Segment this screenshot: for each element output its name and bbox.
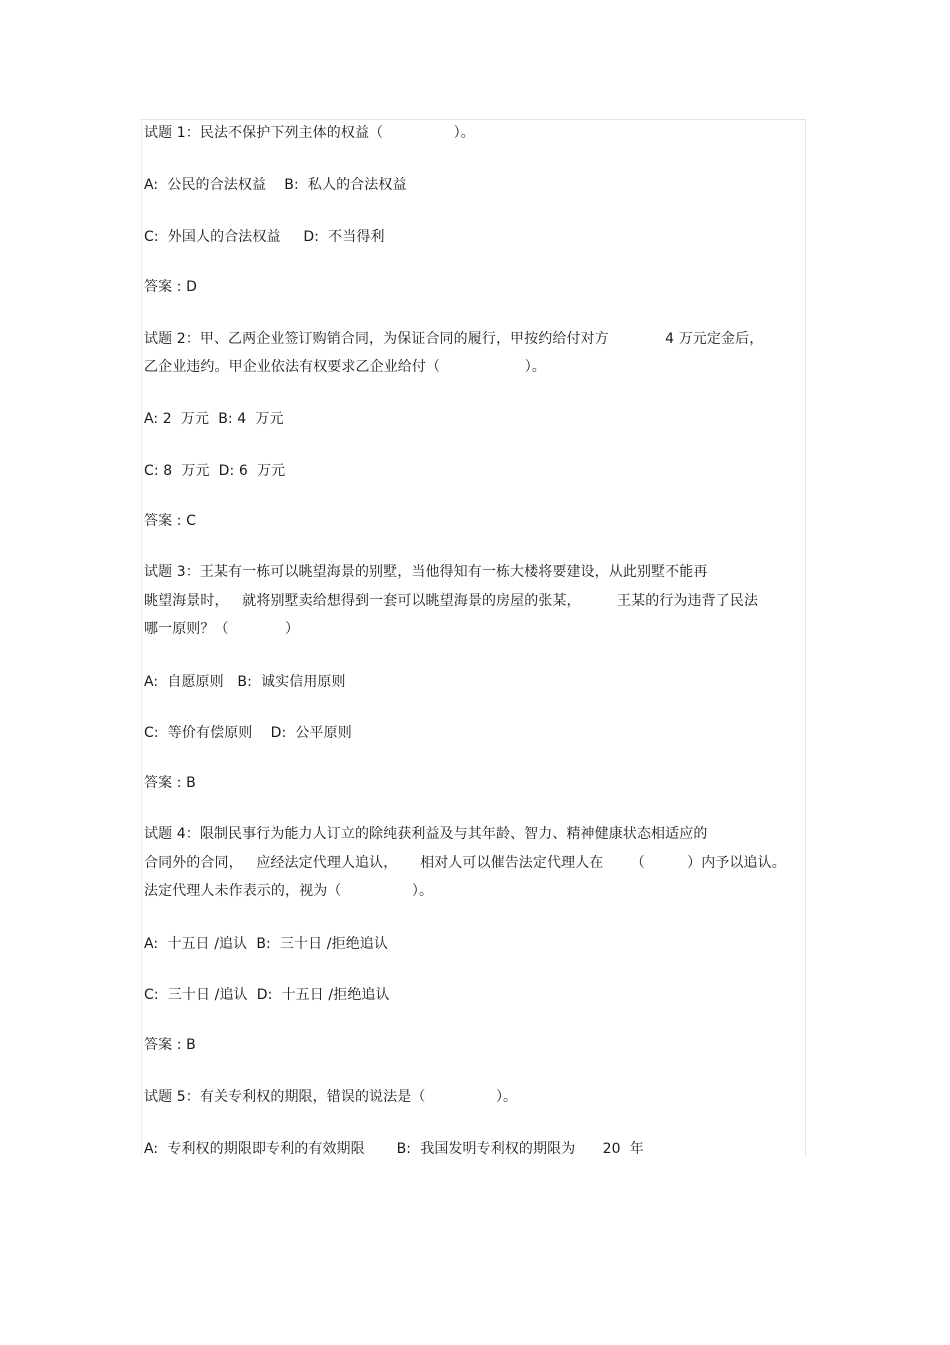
question-3-options-ab: A: 自愿原则 B: 诚实信用原则 [144, 674, 346, 690]
question-4-stem-line-2: 合同外的合同， 应经法定代理人追认， 相对人可以催告法定代理人在 （ ）内予以追认。 [144, 855, 786, 871]
question-4-options-ab: A: 十五日 /追认 B: 三十日 /拒绝追认 [144, 936, 389, 952]
question-3-options-cd: C: 等价有偿原则 D: 公平原则 [144, 725, 352, 741]
question-2-answer: 答案 : C [144, 513, 196, 529]
question-1-options-ab: A: 公民的合法权益 B: 私人的合法权益 [144, 177, 407, 193]
question-2-options-ab: A: 2 万元 B: 4 万元 [144, 411, 284, 427]
question-1-options-cd: C: 外国人的合法权益 D: 不当得利 [144, 229, 385, 245]
question-5-stem-line-1: 试题 5：有关专利权的期限，错误的说法是（ ）。 [144, 1089, 518, 1105]
question-1-answer: 答案 : D [144, 279, 197, 295]
question-4-stem-line-1: 试题 4：限制民事行为能力人订立的除纯获利益及与其年龄、智力、精神健康状态相适应的 [144, 826, 708, 842]
question-4-stem-line-3: 法定代理人未作表示的，视为（ ）。 [144, 883, 434, 899]
question-2-stem-line-2: 乙企业违约。甲企业依法有权要求乙企业给付（ ）。 [144, 359, 546, 375]
question-3-answer: 答案 : B [144, 775, 196, 791]
question-3-stem-line-3: 哪一原则？（ ） [144, 621, 300, 637]
question-3-stem-line-2: 眺望海景时， 就将别墅卖给想得到一套可以眺望海景的房屋的张某， 王某的行为违背了民法 [144, 593, 759, 609]
question-5-options-ab: A: 专利权的期限即专利的有效期限 B: 我国发明专利权的期限为 20 年 [144, 1141, 644, 1157]
question-2-options-cd: C: 8 万元 D: 6 万元 [144, 463, 286, 479]
question-3-stem-line-1: 试题 3：王某有一栋可以眺望海景的别墅，当他得知有一栋大楼将要建设，从此别墅不能再 [144, 564, 708, 580]
question-2-stem-line-1: 试题 2：甲、乙两企业签订购销合同，为保证合同的履行，甲按约给付对方 4 万元定金后， [144, 331, 764, 347]
question-4-options-cd: C: 三十日 /追认 D: 十五日 /拒绝追认 [144, 987, 390, 1003]
question-1-stem-line-1: 试题 1：民法不保护下列主体的权益（ ）。 [144, 125, 475, 141]
question-4-answer: 答案 : B [144, 1037, 196, 1053]
